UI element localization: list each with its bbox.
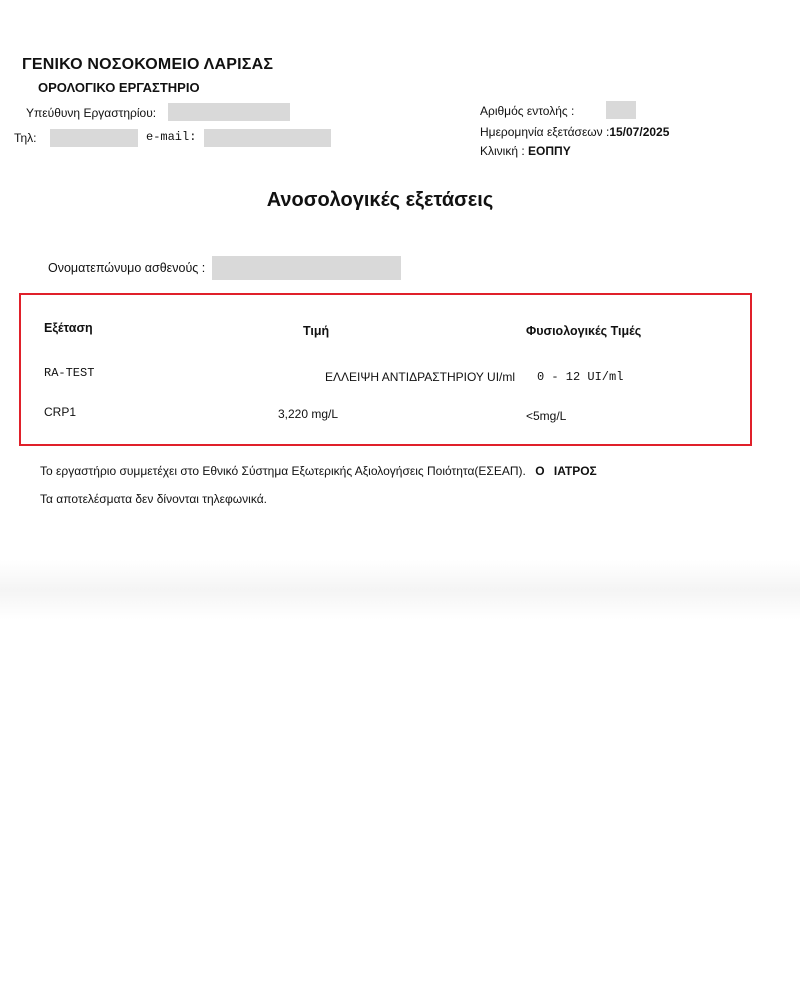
document-title: Ανοσολογικές εξετάσεις (266, 189, 494, 211)
row-crp-reference: <5mg/L (526, 409, 567, 423)
column-header-reference: Φυσιολογικές Τιμές (526, 324, 642, 338)
row-crp-name: CRP1 (44, 405, 77, 419)
patient-label: Ονοματεπώνυμο ασθενούς : (48, 261, 206, 275)
column-header-test: Εξέταση (44, 321, 93, 335)
doctor-label: Ο ΙΑΤΡΟΣ (535, 464, 597, 478)
laboratory-name: ΟΡΟΛΟΓΙΚΟ ΕΡΓΑΣΤΗΡΙΟ (38, 80, 200, 95)
phone-note: Τα αποτελέσματα δεν δίνονται τηλεφωνικά. (40, 492, 267, 506)
row-ra-test-value: ΕΛΛΕΙΨΗ ΑΝΤΙΔΡΑΣΤΗΡΙΟΥ UI/ml (325, 370, 516, 384)
clinic-label: Κλινική : (480, 144, 525, 158)
row-crp-value: 3,220 mg/L (278, 407, 339, 421)
row-ra-test-reference: 0 - 12 UI/ml (537, 370, 624, 384)
hospital-name: ΓΕΝΙΚΟ ΝΟΣΟΚΟΜΕΙΟ ΛΑΡΙΣΑΣ (22, 56, 274, 73)
quality-note: Το εργαστήριο συμμετέχει στο Εθνικό Σύστημα Εξωτερικής Αξιολογήσεις Ποιότητα(ΕΣΕΑΠ). (40, 464, 526, 478)
exam-date-row (480, 125, 669, 139)
scan-shadow (0, 560, 800, 620)
clinic-row (480, 144, 571, 158)
clinic-value: ΕΟΠΠΥ (528, 144, 571, 158)
redacted-order-number (606, 101, 636, 119)
footer-quality-row (40, 464, 597, 478)
exam-date-label: Ημερομηνία εξετάσεων : (480, 125, 610, 139)
redacted-email (204, 129, 331, 147)
email-label: e-mail: (146, 130, 197, 144)
responsible-label: Υπεύθυνη Εργαστηρίου: (26, 106, 157, 120)
column-header-value: Τιμή (303, 324, 330, 338)
exam-date-value: 15/07/2025 (609, 125, 670, 139)
row-ra-test-name: RA-TEST (44, 366, 95, 380)
order-number-label: Αριθμός εντολής : (480, 104, 575, 118)
redacted-phone (50, 129, 138, 147)
phone-label: Τηλ: (14, 131, 37, 145)
redacted-patient-name (212, 256, 401, 280)
redacted-responsible (168, 103, 290, 121)
